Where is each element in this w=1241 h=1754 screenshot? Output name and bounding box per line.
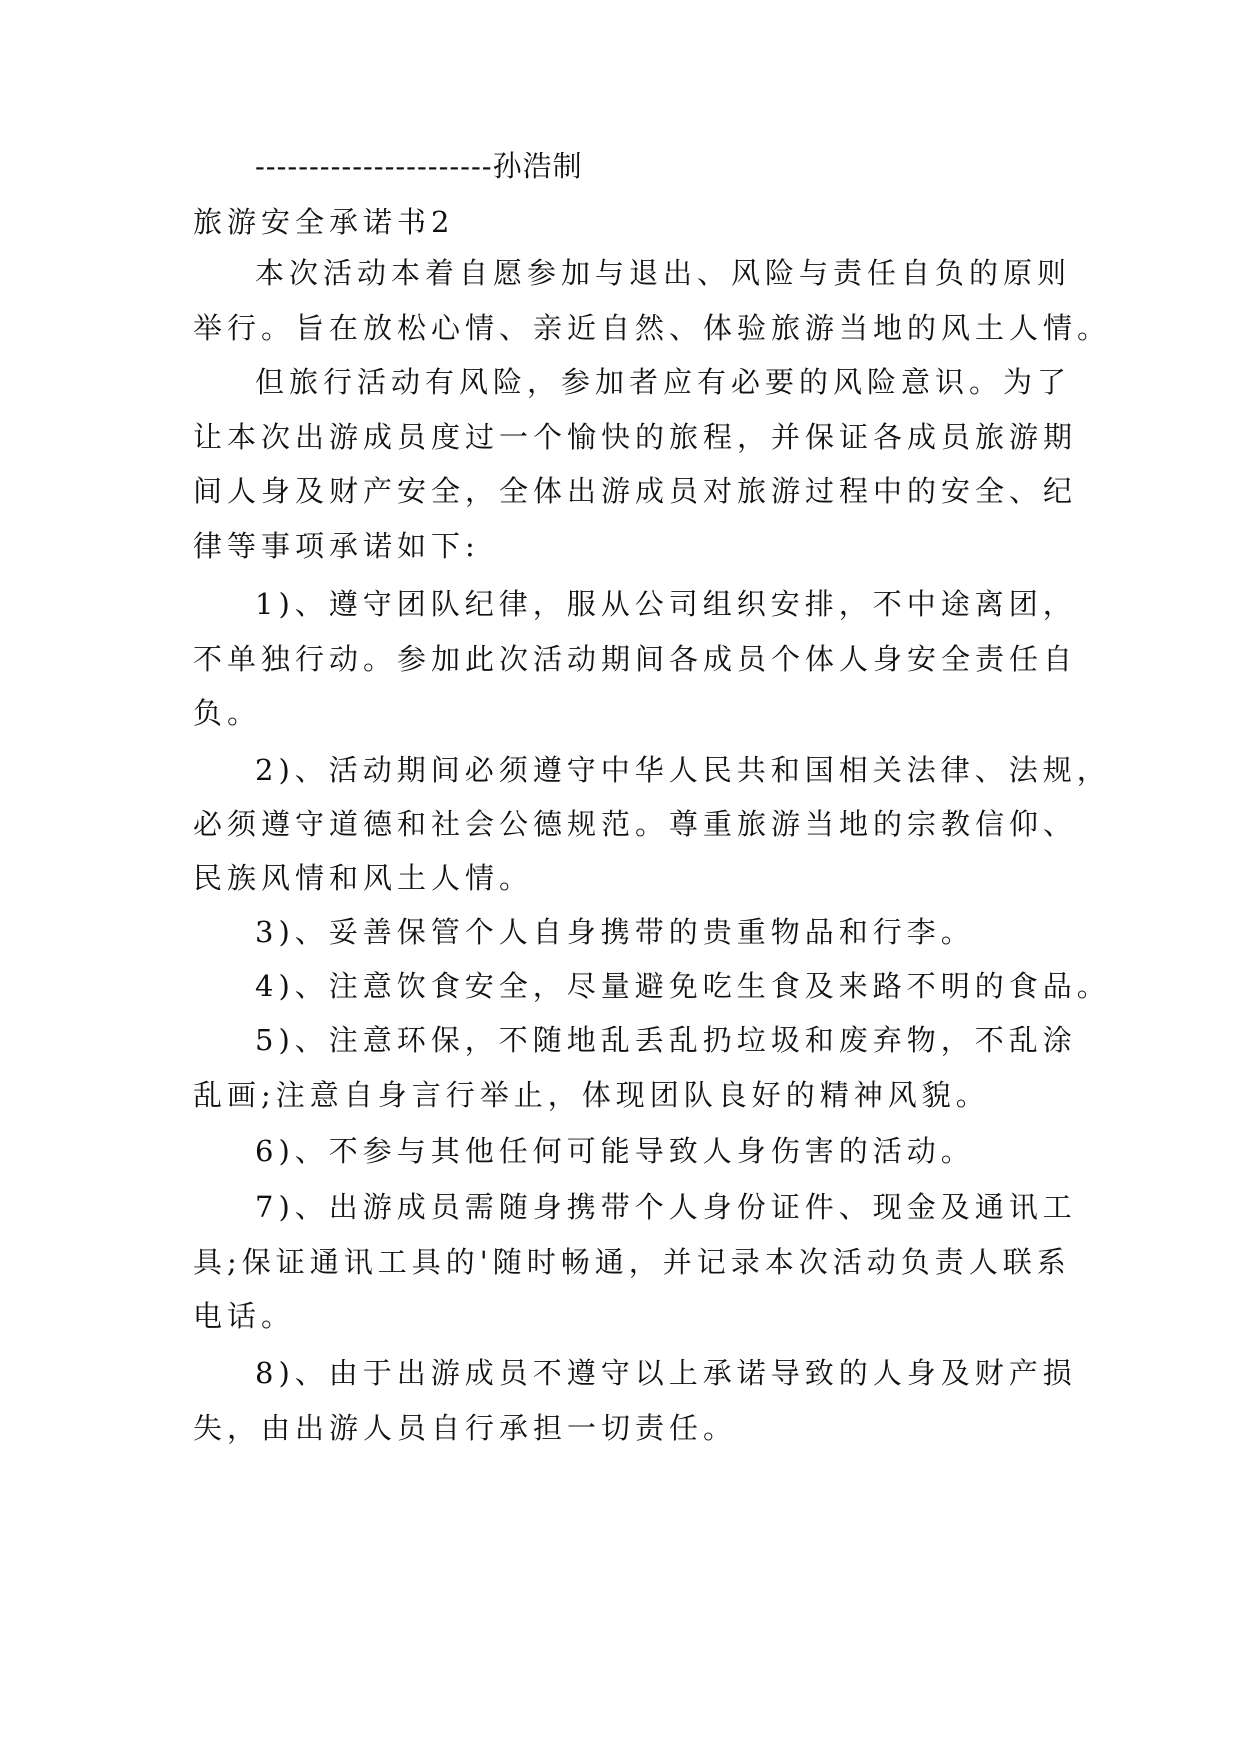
paragraph-line: 失，由出游人员自行承担一切责任。 — [193, 1411, 738, 1445]
author-signature: ----------------------孙浩制 — [255, 149, 583, 183]
paragraph-line: 必须遵守道德和社会公德规范。尊重旅游当地的宗教信仰、 — [193, 807, 1078, 841]
paragraph-line: 本次活动本着自愿参加与退出、风险与责任自负的原则 — [255, 256, 1072, 290]
commitment-item: 4)、注意饮食安全，尽量避免吃生食及来路不明的食品。 — [255, 969, 1111, 1003]
paragraph-line: 律等事项承诺如下: — [193, 529, 480, 563]
commitment-item: 1)、遵守团队纪律，服从公司组织安排，不中途离团， — [255, 587, 1077, 621]
paragraph-line: 举行。旨在放松心情、亲近自然、体验旅游当地的风土人情。 — [193, 311, 1112, 345]
commitment-item: 2)、活动期间必须遵守中华人民共和国相关法律、法规， — [255, 753, 1111, 787]
commitment-item: 8)、由于出游成员不遵守以上承诺导致的人身及财产损 — [255, 1356, 1077, 1390]
paragraph-line: 负。 — [193, 696, 262, 730]
document-title: 旅游安全承诺书2 — [193, 205, 455, 239]
paragraph-line: 但旅行活动有风险，参加者应有必要的风险意识。为了 — [255, 365, 1072, 399]
commitment-item: 6)、不参与其他任何可能导致人身伤害的活动。 — [255, 1134, 975, 1168]
paragraph-line: 电话。 — [193, 1299, 296, 1333]
paragraph-line: 间人身及财产安全，全体出游成员对旅游过程中的安全、纪 — [193, 474, 1078, 508]
paragraph-line: 让本次出游成员度过一个愉快的旅程，并保证各成员旅游期 — [193, 420, 1078, 454]
paragraph-line: 不单独行动。参加此次活动期间各成员个体人身安全责任自 — [193, 642, 1078, 676]
commitment-item: 7)、出游成员需随身携带个人身份证件、现金及通讯工 — [255, 1190, 1077, 1224]
paragraph-line: 民族风情和风土人情。 — [193, 861, 534, 895]
paragraph-line: 具;保证通讯工具的'随时畅通，并记录本次活动负责人联系 — [193, 1245, 1071, 1279]
commitment-item: 3)、妥善保管个人自身携带的贵重物品和行李。 — [255, 915, 975, 949]
paragraph-line: 乱画;注意自身言行举止，体现团队良好的精神风貌。 — [193, 1078, 990, 1112]
commitment-item: 5)、注意环保，不随地乱丢乱扔垃圾和废弃物，不乱涂 — [255, 1023, 1077, 1057]
